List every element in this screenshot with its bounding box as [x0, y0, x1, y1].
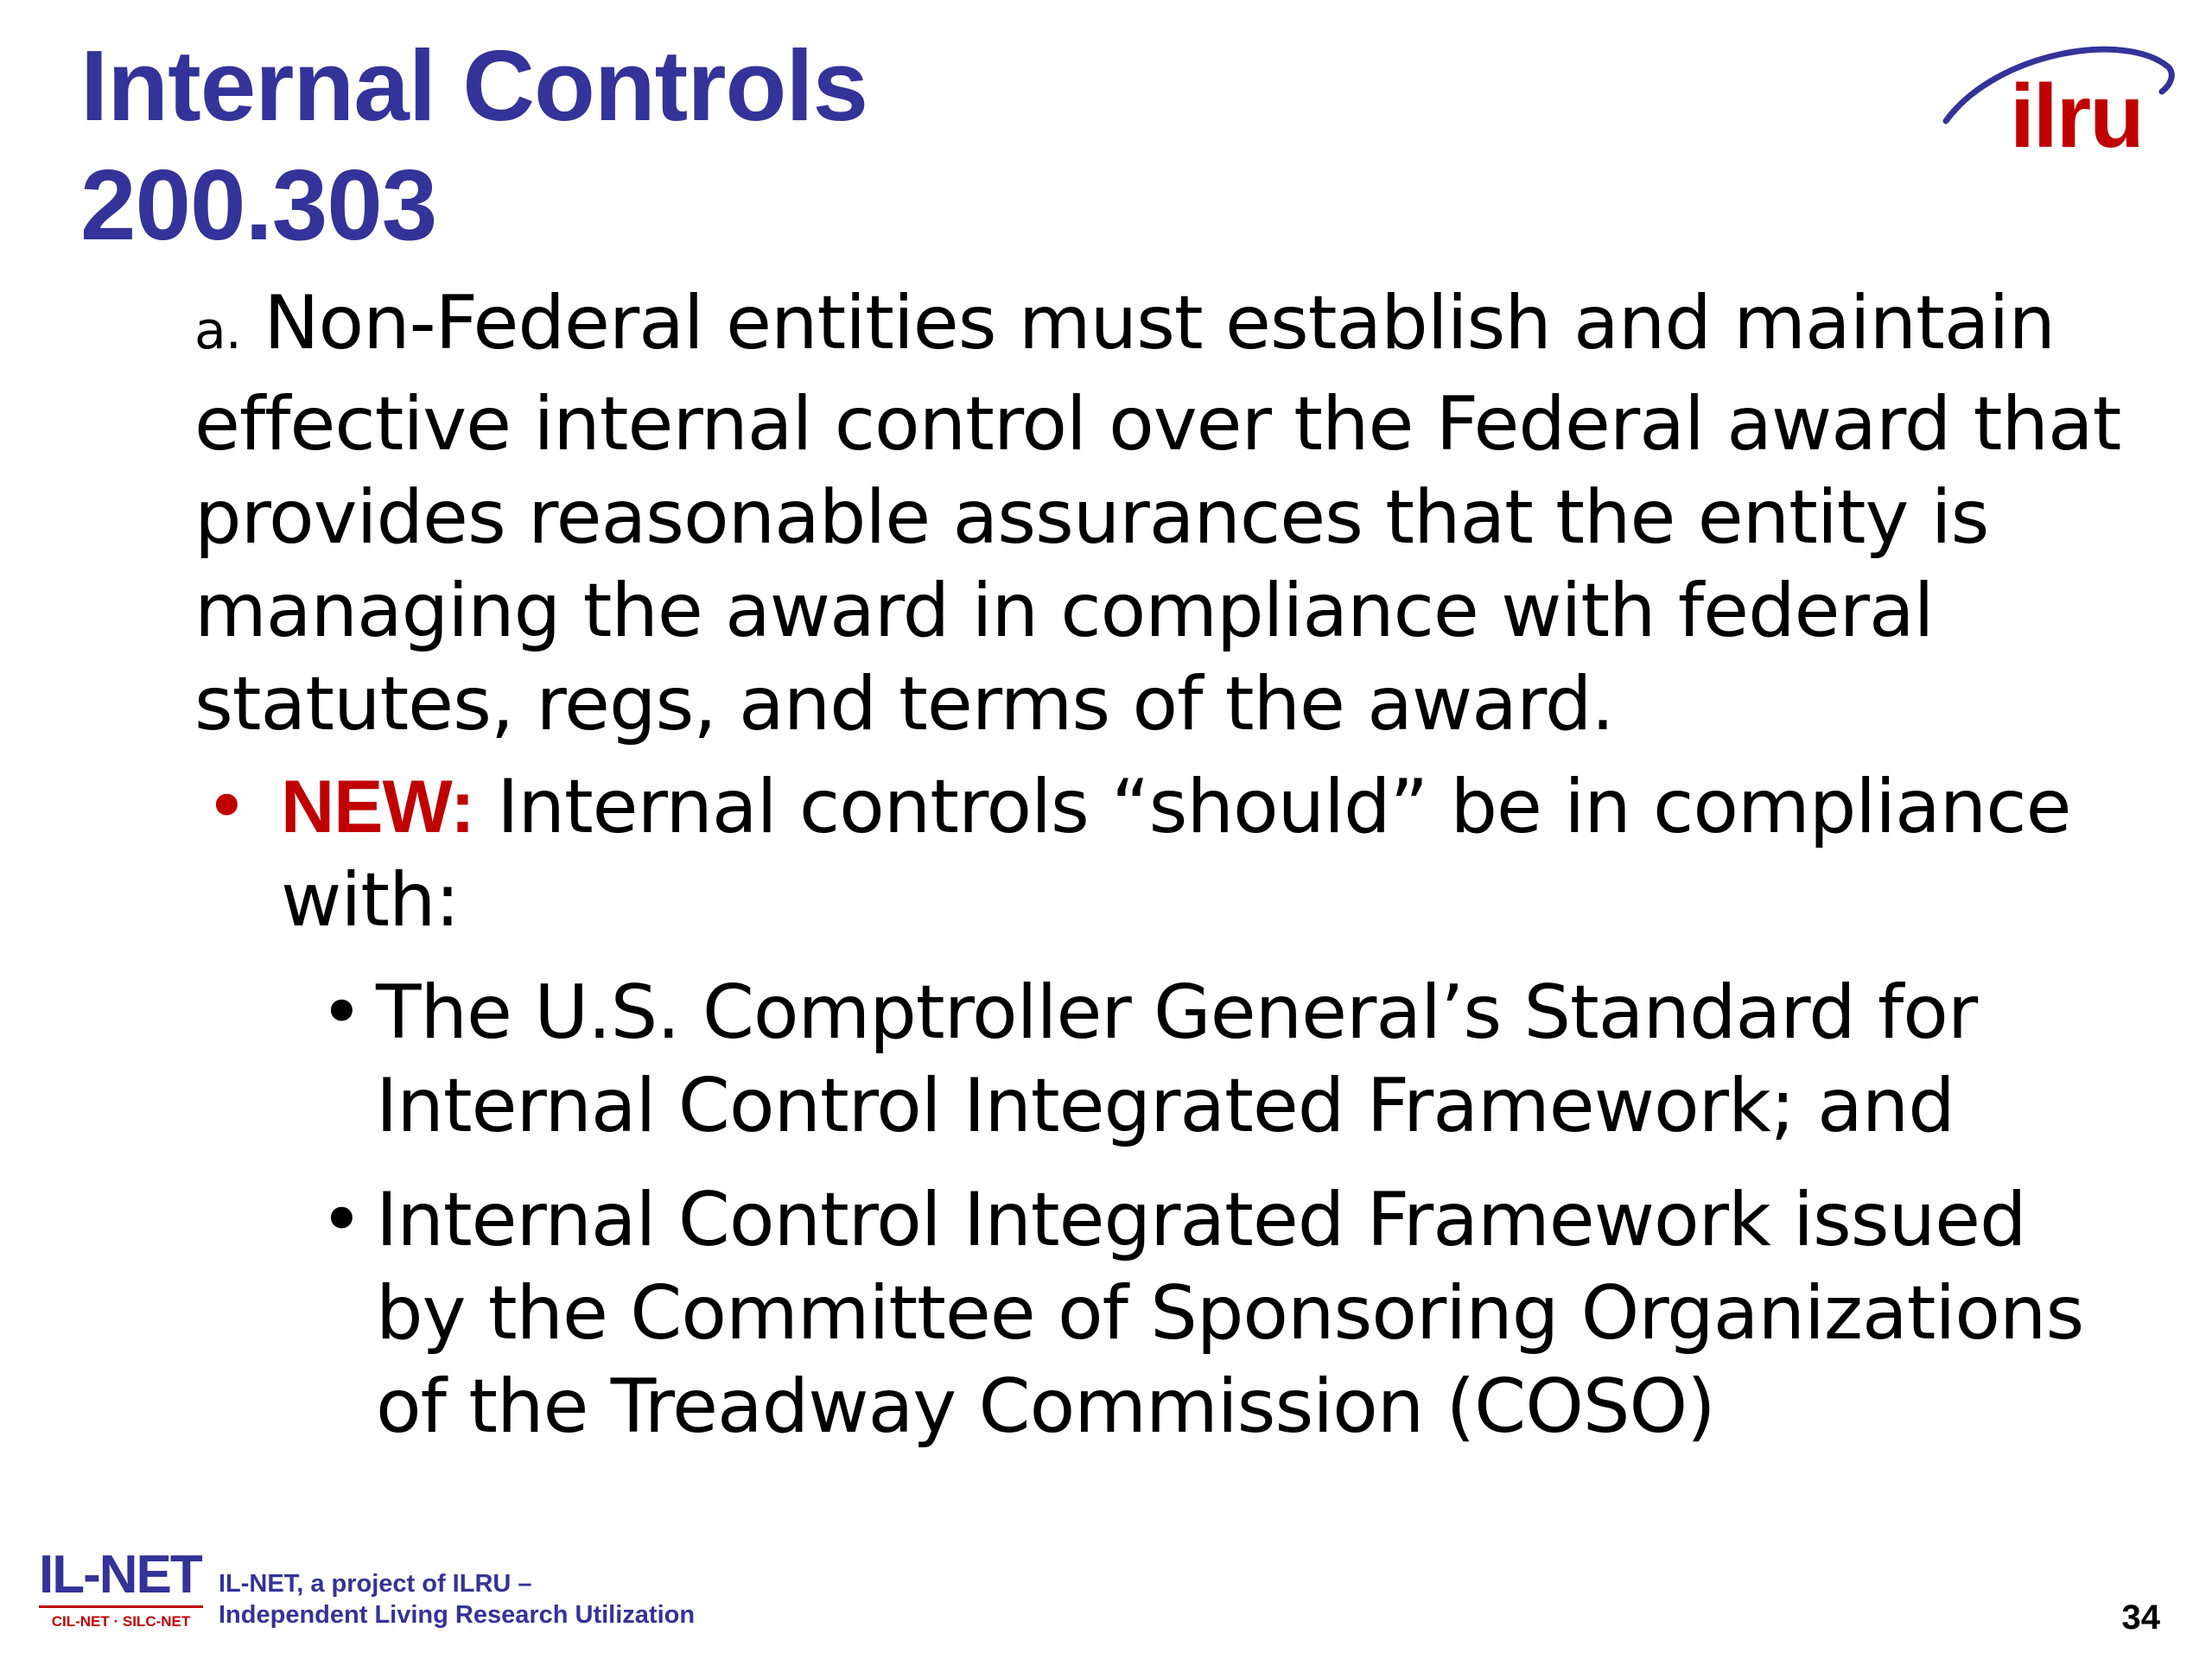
sub-bullet-dot: • [320, 1177, 363, 1263]
new-label: NEW: [281, 766, 474, 849]
il-net-logo [39, 1547, 203, 1630]
footer-text [219, 1568, 695, 1630]
paragraph-text: Non-Federal entities must establish and maintain effective internal control over the Federal award that provides reasonable assurances that the entity is managing the award in compliance with federal statutes, regs, and terms of the award. [194, 280, 2121, 747]
paragraph-marker: a. [194, 301, 241, 361]
sub-bullet-dot: • [320, 969, 363, 1056]
footer-line-1: IL-NET, a project of ILRU – [219, 1570, 532, 1598]
bullet-text: Internal controls “should” be in compliance with: [281, 764, 2071, 944]
paragraph-a [194, 276, 2164, 751]
sub-bullet-comptroller [320, 966, 2130, 1153]
slide-title-line-2: 200.303 [80, 149, 437, 261]
footer-line-2: Independent Living Research Utilization [219, 1601, 696, 1629]
logo-divider [39, 1605, 203, 1608]
logo-wordmark: ilru [2010, 67, 2143, 167]
sub-bullet-coso [320, 1173, 2130, 1453]
ilru-logo [1936, 35, 2177, 167]
slide-title-line-1: Internal Controls [80, 29, 868, 142]
il-net-logo-subtext: CIL-NET · SILC-NET [51, 1613, 191, 1630]
slide-title [80, 26, 868, 264]
page-number: 34 [2121, 1599, 2160, 1637]
il-net-logo-text: IL-NET [39, 1545, 201, 1605]
sub-bullet-text: The U.S. Comptroller General’s Standard for Internal Control Integrated Framework; and [376, 969, 1978, 1149]
sub-bullet-text: Internal Control Integrated Framework issued by the Committee of Sponsoring Organizations of the Treadway Commission (COSO) [376, 1177, 2084, 1450]
bullet-dot: • [205, 764, 248, 850]
bullet-new [205, 760, 2078, 947]
